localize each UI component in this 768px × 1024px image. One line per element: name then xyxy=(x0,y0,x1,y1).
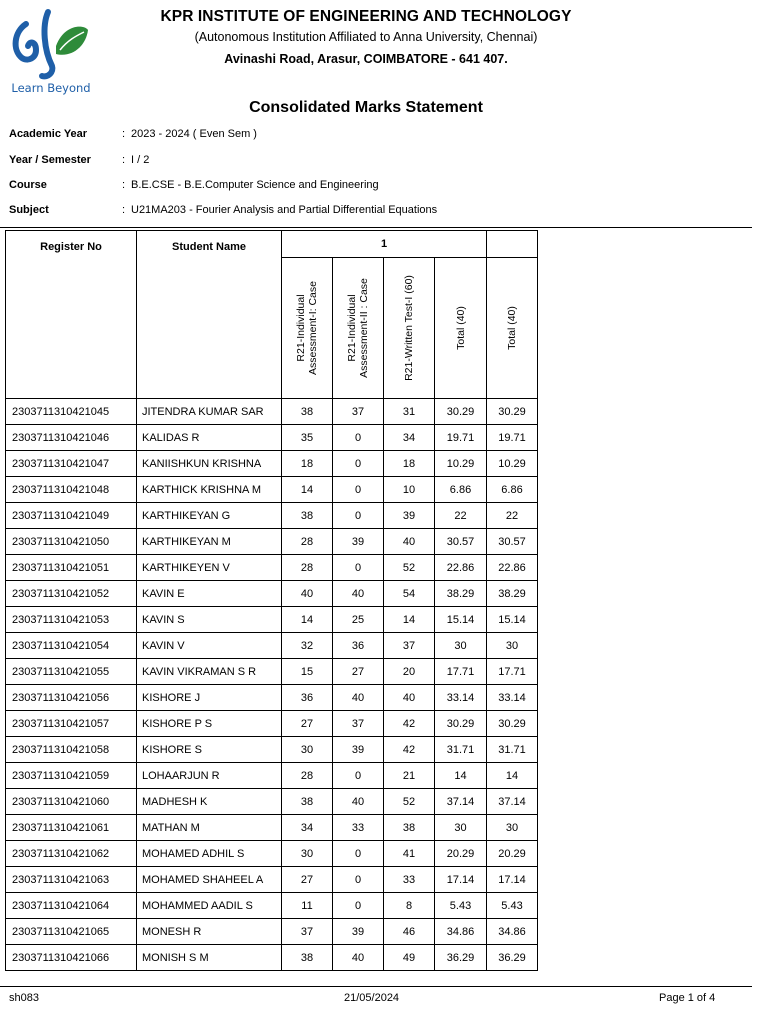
institution-subtitle: (Autonomous Institution Affiliated to Anna University, Chennai) xyxy=(194,30,538,44)
cell-register-no: 2303711310421049 xyxy=(6,503,137,529)
cell-total-1: 5.43 xyxy=(435,893,487,919)
cell-total-1: 30.29 xyxy=(435,399,487,425)
cell-assessment-1: 27 xyxy=(282,867,333,893)
cell-written-test: 49 xyxy=(384,945,435,971)
cell-register-no: 2303711310421052 xyxy=(6,581,137,607)
table-row xyxy=(6,529,538,555)
table-row xyxy=(6,503,538,529)
table-row xyxy=(6,425,538,451)
cell-total-2: 22 xyxy=(487,503,538,529)
cell-total-2: 30 xyxy=(487,633,538,659)
cell-assessment-2: 39 xyxy=(333,919,384,945)
cell-assessment-2: 40 xyxy=(333,581,384,607)
footer-divider xyxy=(0,986,752,987)
cell-assessment-1: 11 xyxy=(282,893,333,919)
cell-written-test: 33 xyxy=(384,867,435,893)
cell-assessment-1: 30 xyxy=(282,737,333,763)
cell-student-name: KAVIN S xyxy=(137,607,282,633)
cell-register-no: 2303711310421062 xyxy=(6,841,137,867)
cell-student-name: KAVIN VIKRAMAN S R xyxy=(137,659,282,685)
cell-total-1: 19.71 xyxy=(435,425,487,451)
table-row xyxy=(6,867,538,893)
cell-total-2: 5.43 xyxy=(487,893,538,919)
cell-total-2: 30.29 xyxy=(487,399,538,425)
cell-total-1: 30 xyxy=(435,815,487,841)
cell-total-1: 22.86 xyxy=(435,555,487,581)
cell-total-1: 31.71 xyxy=(435,737,487,763)
cell-total-1: 36.29 xyxy=(435,945,487,971)
header-assessment-2 xyxy=(333,258,384,399)
cell-written-test: 10 xyxy=(384,477,435,503)
cell-total-1: 20.29 xyxy=(435,841,487,867)
cell-written-test: 31 xyxy=(384,399,435,425)
table-row xyxy=(6,607,538,633)
cell-total-2: 14 xyxy=(487,763,538,789)
cell-register-no: 2303711310421051 xyxy=(6,555,137,581)
cell-student-name: KAVIN V xyxy=(137,633,282,659)
cell-register-no: 2303711310421055 xyxy=(6,659,137,685)
cell-total-2: 30.29 xyxy=(487,711,538,737)
cell-assessment-1: 32 xyxy=(282,633,333,659)
cell-assessment-2: 33 xyxy=(333,815,384,841)
cell-register-no: 2303711310421045 xyxy=(6,399,137,425)
header-total-1 xyxy=(435,258,487,399)
cell-written-test: 39 xyxy=(384,503,435,529)
cell-total-2: 15.14 xyxy=(487,607,538,633)
meta-colon: : xyxy=(122,179,126,191)
cell-register-no: 2303711310421056 xyxy=(6,685,137,711)
cell-total-2: 10.29 xyxy=(487,451,538,477)
institution-logo xyxy=(8,6,94,98)
cell-assessment-1: 14 xyxy=(282,477,333,503)
cell-total-2: 38.29 xyxy=(487,581,538,607)
logo-emblem-icon xyxy=(8,6,94,98)
cell-written-test: 38 xyxy=(384,815,435,841)
table-row xyxy=(6,451,538,477)
cell-assessment-1: 28 xyxy=(282,555,333,581)
header-student-name: Student Name xyxy=(137,231,282,399)
cell-student-name: MONISH S M xyxy=(137,945,282,971)
cell-assessment-1: 37 xyxy=(282,919,333,945)
table-row xyxy=(6,581,538,607)
cell-student-name: KISHORE J xyxy=(137,685,282,711)
cell-student-name: KALIDAS R xyxy=(137,425,282,451)
logo-text: Learn Beyond xyxy=(11,81,91,95)
cell-total-1: 30.29 xyxy=(435,711,487,737)
cell-written-test: 18 xyxy=(384,451,435,477)
cell-written-test: 42 xyxy=(384,711,435,737)
cell-assessment-2: 0 xyxy=(333,425,384,451)
table-row xyxy=(6,685,538,711)
table-row xyxy=(6,815,538,841)
cell-assessment-2: 0 xyxy=(333,503,384,529)
cell-total-1: 34.86 xyxy=(435,919,487,945)
table-row xyxy=(6,477,538,503)
cell-written-test: 21 xyxy=(384,763,435,789)
cell-assessment-2: 0 xyxy=(333,477,384,503)
cell-written-test: 46 xyxy=(384,919,435,945)
meta-label: Academic Year xyxy=(9,128,88,140)
cell-total-2: 36.29 xyxy=(487,945,538,971)
cell-assessment-2: 36 xyxy=(333,633,384,659)
cell-written-test: 34 xyxy=(384,425,435,451)
cell-assessment-2: 40 xyxy=(333,789,384,815)
cell-student-name: KANIISHKUN KRISHNA xyxy=(137,451,282,477)
cell-total-2: 20.29 xyxy=(487,841,538,867)
meta-label: Year / Semester xyxy=(9,154,91,166)
header-written-test xyxy=(384,258,435,399)
cell-assessment-2: 40 xyxy=(333,685,384,711)
header-register-no: Register No xyxy=(6,231,137,399)
cell-total-1: 33.14 xyxy=(435,685,487,711)
header-label: Total (40) xyxy=(454,306,467,350)
table-row xyxy=(6,399,538,425)
cell-total-1: 22 xyxy=(435,503,487,529)
cell-total-1: 14 xyxy=(435,763,487,789)
cell-total-2: 31.71 xyxy=(487,737,538,763)
cell-total-1: 6.86 xyxy=(435,477,487,503)
meta-label: Course xyxy=(9,179,47,191)
cell-assessment-1: 35 xyxy=(282,425,333,451)
cell-total-2: 22.86 xyxy=(487,555,538,581)
cell-assessment-1: 18 xyxy=(282,451,333,477)
cell-assessment-1: 30 xyxy=(282,841,333,867)
cell-assessment-1: 28 xyxy=(282,763,333,789)
cell-assessment-2: 0 xyxy=(333,763,384,789)
cell-assessment-2: 0 xyxy=(333,555,384,581)
cell-assessment-2: 37 xyxy=(333,711,384,737)
cell-total-1: 38.29 xyxy=(435,581,487,607)
cell-register-no: 2303711310421060 xyxy=(6,789,137,815)
meta-value: 2023 - 2024 ( Even Sem ) xyxy=(131,128,257,140)
table-row xyxy=(6,555,538,581)
institution-name: KPR INSTITUTE OF ENGINEERING AND TECHNOLOGY xyxy=(160,8,572,25)
cell-student-name: KARTHICK KRISHNA M xyxy=(137,477,282,503)
table-row xyxy=(6,841,538,867)
cell-total-1: 17.14 xyxy=(435,867,487,893)
header-divider xyxy=(0,227,752,228)
cell-written-test: 40 xyxy=(384,529,435,555)
header-label: R21-Individual Assessment-I: Case xyxy=(295,281,319,375)
cell-assessment-2: 0 xyxy=(333,893,384,919)
footer-code: sh083 xyxy=(9,992,39,1004)
header-label: R21-Individual Assessment-II : Case xyxy=(346,278,370,378)
cell-register-no: 2303711310421065 xyxy=(6,919,137,945)
cell-assessment-1: 38 xyxy=(282,945,333,971)
cell-written-test: 37 xyxy=(384,633,435,659)
document-title: Consolidated Marks Statement xyxy=(249,99,483,116)
cell-student-name: KAVIN E xyxy=(137,581,282,607)
cell-total-2: 33.14 xyxy=(487,685,538,711)
meta-label: Subject xyxy=(9,204,49,216)
cell-total-2: 30.57 xyxy=(487,529,538,555)
cell-assessment-2: 27 xyxy=(333,659,384,685)
cell-student-name: MOHAMED SHAHEEL A xyxy=(137,867,282,893)
cell-student-name: LOHAARJUN R xyxy=(137,763,282,789)
cell-total-2: 34.86 xyxy=(487,919,538,945)
cell-assessment-2: 0 xyxy=(333,451,384,477)
cell-student-name: MONESH R xyxy=(137,919,282,945)
cell-total-1: 30 xyxy=(435,633,487,659)
cell-assessment-1: 38 xyxy=(282,503,333,529)
cell-total-2: 17.14 xyxy=(487,867,538,893)
cell-register-no: 2303711310421066 xyxy=(6,945,137,971)
cell-total-1: 17.71 xyxy=(435,659,487,685)
meta-value: U21MA203 - Fourier Analysis and Partial Differential Equations xyxy=(131,204,438,216)
cell-total-1: 15.14 xyxy=(435,607,487,633)
cell-assessment-1: 15 xyxy=(282,659,333,685)
cell-written-test: 52 xyxy=(384,789,435,815)
cell-total-2: 30 xyxy=(487,815,538,841)
cell-register-no: 2303711310421046 xyxy=(6,425,137,451)
meta-colon: : xyxy=(122,154,126,166)
cell-register-no: 2303711310421050 xyxy=(6,529,137,555)
cell-register-no: 2303711310421057 xyxy=(6,711,137,737)
cell-written-test: 8 xyxy=(384,893,435,919)
cell-student-name: KISHORE P S xyxy=(137,711,282,737)
institution-address: Avinashi Road, Arasur, COIMBATORE - 641 407. xyxy=(224,52,508,66)
cell-assessment-1: 14 xyxy=(282,607,333,633)
cell-assessment-2: 0 xyxy=(333,867,384,893)
cell-assessment-2: 39 xyxy=(333,529,384,555)
cell-register-no: 2303711310421053 xyxy=(6,607,137,633)
cell-assessment-1: 40 xyxy=(282,581,333,607)
cell-student-name: MATHAN M xyxy=(137,815,282,841)
cell-total-1: 37.14 xyxy=(435,789,487,815)
cell-assessment-1: 38 xyxy=(282,399,333,425)
cell-total-2: 6.86 xyxy=(487,477,538,503)
cell-student-name: MOHAMMED AADIL S xyxy=(137,893,282,919)
cell-assessment-1: 36 xyxy=(282,685,333,711)
cell-written-test: 41 xyxy=(384,841,435,867)
cell-register-no: 2303711310421059 xyxy=(6,763,137,789)
meta-colon: : xyxy=(122,128,126,140)
table-row xyxy=(6,633,538,659)
cell-assessment-1: 38 xyxy=(282,789,333,815)
cell-written-test: 20 xyxy=(384,659,435,685)
table-row xyxy=(6,893,538,919)
table-row xyxy=(6,737,538,763)
cell-student-name: KISHORE S xyxy=(137,737,282,763)
meta-value: I / 2 xyxy=(131,154,150,166)
cell-student-name: MOHAMED ADHIL S xyxy=(137,841,282,867)
cell-written-test: 52 xyxy=(384,555,435,581)
cell-register-no: 2303711310421064 xyxy=(6,893,137,919)
cell-register-no: 2303711310421048 xyxy=(6,477,137,503)
table-row xyxy=(6,659,538,685)
header-assessment-1 xyxy=(282,258,333,399)
cell-student-name: MADHESH K xyxy=(137,789,282,815)
cell-register-no: 2303711310421058 xyxy=(6,737,137,763)
cell-register-no: 2303711310421061 xyxy=(6,815,137,841)
cell-assessment-2: 40 xyxy=(333,945,384,971)
cell-register-no: 2303711310421054 xyxy=(6,633,137,659)
cell-total-1: 30.57 xyxy=(435,529,487,555)
cell-register-no: 2303711310421047 xyxy=(6,451,137,477)
cell-total-2: 17.71 xyxy=(487,659,538,685)
header-group: 1 xyxy=(282,231,487,258)
marks-table xyxy=(5,230,538,971)
footer-date: 21/05/2024 xyxy=(344,992,400,1004)
cell-written-test: 40 xyxy=(384,685,435,711)
header-total-2 xyxy=(487,258,538,399)
table-row xyxy=(6,945,538,971)
cell-assessment-1: 28 xyxy=(282,529,333,555)
cell-assessment-2: 0 xyxy=(333,841,384,867)
header-group-blank xyxy=(487,231,538,258)
cell-student-name: KARTHIKEYAN M xyxy=(137,529,282,555)
cell-student-name: JITENDRA KUMAR SAR xyxy=(137,399,282,425)
cell-written-test: 14 xyxy=(384,607,435,633)
table-row xyxy=(6,763,538,789)
meta-value: B.E.CSE - B.E.Computer Science and Engineering xyxy=(131,179,379,191)
cell-register-no: 2303711310421063 xyxy=(6,867,137,893)
cell-total-2: 19.71 xyxy=(487,425,538,451)
cell-student-name: KARTHIKEYEN V xyxy=(137,555,282,581)
marks-table-body xyxy=(6,399,538,971)
cell-assessment-2: 39 xyxy=(333,737,384,763)
header-label: R21-Written Test-I (60) xyxy=(403,275,415,381)
cell-assessment-1: 34 xyxy=(282,815,333,841)
cell-written-test: 42 xyxy=(384,737,435,763)
header-label: Total (40) xyxy=(506,306,518,350)
cell-total-2: 37.14 xyxy=(487,789,538,815)
cell-assessment-2: 37 xyxy=(333,399,384,425)
cell-total-1: 10.29 xyxy=(435,451,487,477)
table-row xyxy=(6,789,538,815)
table-row xyxy=(6,711,538,737)
cell-student-name: KARTHIKEYAN G xyxy=(137,503,282,529)
footer-page: Page 1 of 4 xyxy=(659,992,716,1004)
cell-assessment-2: 25 xyxy=(333,607,384,633)
meta-colon: : xyxy=(122,204,126,216)
table-row xyxy=(6,919,538,945)
cell-assessment-1: 27 xyxy=(282,711,333,737)
cell-written-test: 54 xyxy=(384,581,435,607)
